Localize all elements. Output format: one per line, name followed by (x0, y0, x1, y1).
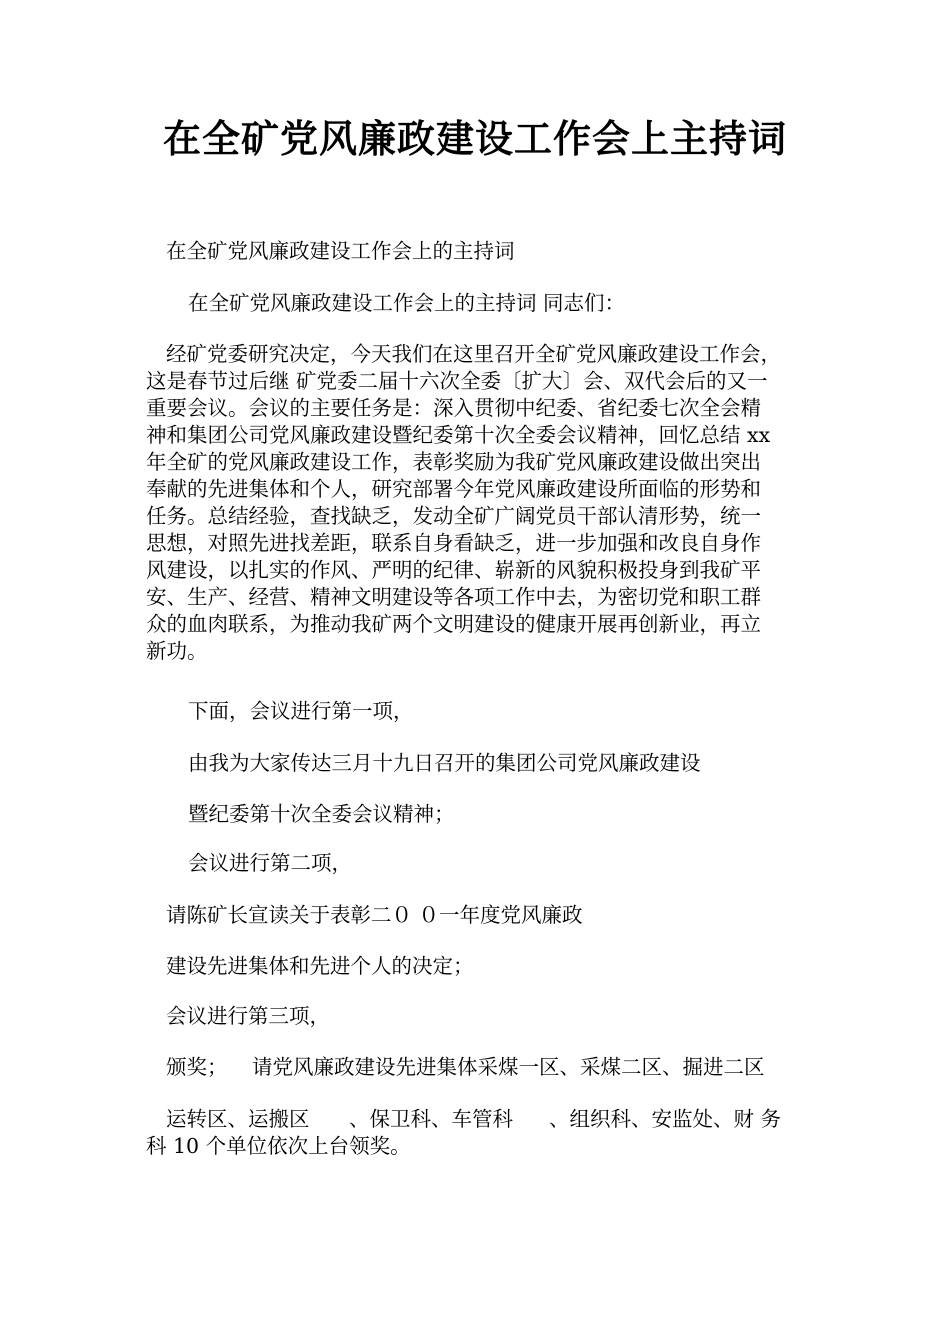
intro-line: 重要会议。会议的主要任务是：深入贯彻中纪委、省纪委七次全会精 (146, 396, 761, 420)
intro-line: 众的血肉联系，为推动我矿两个文明建设的健康开展再创新业，再立 (146, 612, 761, 636)
greeting: 在全矿党风廉政建设工作会上的主持词 同志们： (188, 291, 626, 315)
award-units-end: 科 10 个单位依次上台领奖。 (146, 1134, 411, 1158)
intro-line: 任务。总结经验，查找缺乏，发动全矿广阔党员干部认清形势，统一 (146, 504, 761, 528)
item1-text-continued: 暨纪委第十次全委会议精神； (188, 802, 455, 826)
award-label: 颁奖； (166, 1055, 228, 1079)
item2-text: 请陈矿长宣读关于表彰二０ ０一年度党风廉政 (166, 903, 583, 927)
intro-line: 风建设，以扎实的作风、严明的纪律、崭新的风貌积极投身到我矿平 (146, 558, 761, 582)
intro-line: 经矿党委研究决定，今天我们在这里召开全矿党风廉政建设工作会， (166, 342, 781, 366)
intro-line: 安、生产、经营、精神文明建设等各项工作中去，为密切党和职工群 (146, 585, 761, 609)
intro-line: 思想，对照先进找差距，联系自身看缺乏，进一步加强和改良自身作 (146, 531, 761, 555)
item2-heading: 会议进行第二项， (188, 851, 352, 875)
document-title: 在全矿党风廉政建设工作会上主持词 (162, 116, 787, 161)
intro-line: 年全矿的党风廉政建设工作，表彰奖励为我矿党风廉政建设做出突出 (146, 450, 761, 474)
intro-line: 这是春节过后继 矿党委二届十六次全委〔扩大〕会、双代会后的又一 (146, 369, 768, 393)
item2-text-continued: 建设先进集体和先进个人的决定； (166, 954, 474, 978)
intro-line: 奉献的先进集体和个人，研究部署今年党风廉政建设所面临的形势和 (146, 477, 761, 501)
award-units-part1: 运转区、运搬区 (166, 1107, 310, 1131)
intro-line: 神和集团公司党风廉政建设暨纪委第十次全委会议精神，回忆总结 xx (146, 423, 771, 447)
item3-heading: 会议进行第三项， (166, 1004, 330, 1028)
item1-heading: 下面，会议进行第一项， (188, 699, 414, 723)
award-text: 请党风廉政建设先进集体采煤一区、采煤二区、掘进二区 (252, 1055, 765, 1079)
intro-line: 新功。 (146, 639, 208, 663)
item1-text: 由我为大家传达三月十九日召开的集团公司党风廉政建设 (188, 751, 701, 775)
subtitle: 在全矿党风廉政建设工作会上的主持词 (166, 239, 515, 263)
award-units-part3: 、组织科、安监处、财 务 (549, 1107, 782, 1131)
award-units-part2: 、保卫科、车管科 (349, 1107, 513, 1131)
